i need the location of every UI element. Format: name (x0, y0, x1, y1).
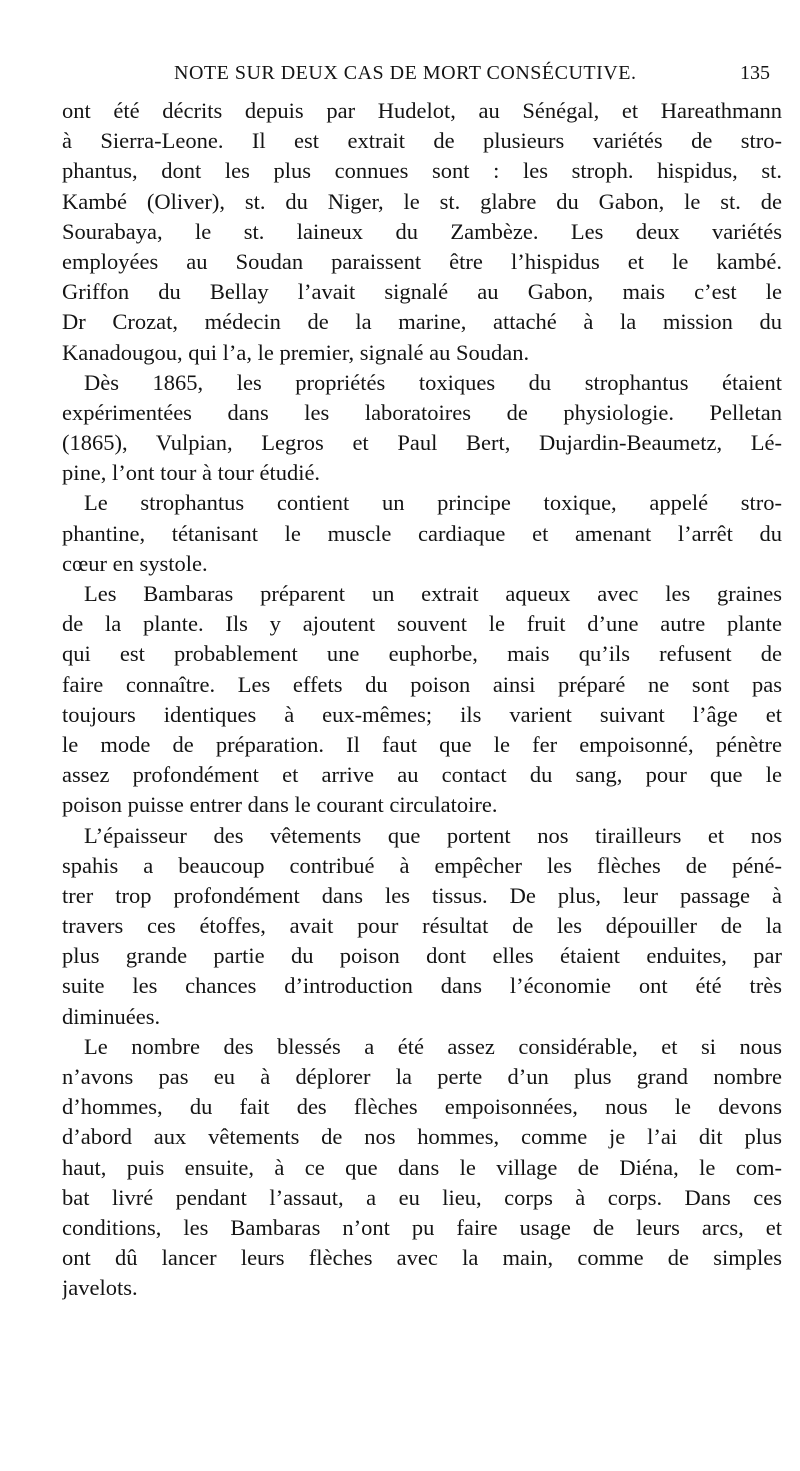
body-text (62, 96, 782, 1304)
text-line: employées au Soudan paraissent être l’hispidus et le kambé. (62, 248, 782, 274)
text-line: expérimentées dans les laboratoires de physiologie. Pelletan (62, 399, 782, 425)
page-number: 135 (740, 62, 770, 84)
text-line: bat livré pendant l’assaut, a eu lieu, corps à corps. Dans ces (62, 1184, 782, 1210)
text-line: d’abord aux vêtements de nos hommes, comme je l’ai dit plus (62, 1124, 782, 1150)
text-line: L’épaisseur des vêtements que portent nos tirailleurs et nos (84, 822, 782, 848)
text-line: cœur en systole. (62, 550, 208, 576)
text-line: Sourabaya, le st. laineux du Zambèze. Les deux variétés (62, 218, 782, 244)
text-line: diminuées. (62, 1003, 161, 1029)
text-line: ont dû lancer leurs flèches avec la main, comme de simples (62, 1245, 782, 1271)
running-title: NOTE SUR DEUX CAS DE MORT CONSÉCUTIVE. (174, 62, 637, 84)
text-line: javelots. (62, 1275, 138, 1301)
text-line: Kanadougou, qui l’a, le premier, signalé au Soudan. (62, 339, 530, 365)
text-line: travers ces étoffes, avait pour résultat de les dépouiller de la (62, 913, 782, 939)
text-line: de la plante. Ils y ajoutent souvent le fruit d’une autre plante (62, 611, 782, 637)
text-line: qui est probablement une euphorbe, mais qu’ils refusent de (62, 641, 782, 667)
text-line: suite les chances d’introduction dans l’économie ont été très (62, 973, 782, 999)
text-line: phantus, dont les plus connues sont : les stroph. hispidus, st. (62, 158, 782, 184)
text-line: Kambé (Oliver), st. du Niger, le st. glabre du Gabon, le st. de (62, 188, 782, 214)
text-line: trer trop profondément dans les tissus. De plus, leur passage à (62, 882, 782, 908)
text-line: pine, l’ont tour à tour étudié. (62, 460, 321, 486)
text-line: Griffon du Bellay l’avait signalé au Gabon, mais c’est le (62, 279, 782, 305)
text-line: (1865), Vulpian, Legros et Paul Bert, Dujardin-Beaumetz, Lé- (62, 430, 782, 456)
text-line: spahis a beaucoup contribué à empêcher les flèches de péné- (62, 852, 782, 878)
running-head (62, 62, 780, 92)
text-line: Le nombre des blessés a été assez considérable, et si nous (84, 1033, 782, 1059)
text-line: à Sierra-Leone. Il est extrait de plusieurs variétés de stro- (62, 128, 782, 154)
text-line: conditions, les Bambaras n’ont pu faire usage de leurs arcs, et (62, 1214, 782, 1240)
text-line: Le strophantus contient un principe toxique, appelé stro- (84, 490, 782, 516)
text-line: Dès 1865, les propriétés toxiques du strophantus étaient (84, 369, 782, 395)
text-line: ont été décrits depuis par Hudelot, au Sénégal, et Hareathmann (62, 98, 782, 123)
text-line: phantine, tétanisant le muscle cardiaque et amenant l’arrêt du (62, 520, 782, 546)
text-line: Dr Crozat, médecin de la marine, attaché à la mission du (62, 309, 782, 335)
text-line: poison puisse entrer dans le courant circulatoire. (62, 792, 498, 818)
text-line: n’avons pas eu à déplorer la perte d’un plus grand nombre (62, 1064, 782, 1089)
text-line: faire connaître. Les effets du poison ainsi préparé ne sont pas (62, 671, 782, 697)
text-line: d’hommes, du fait des flèches empoisonnées, nous le devons (62, 1094, 782, 1120)
text-line: assez profondément et arrive au contact du sang, pour que le (62, 762, 782, 788)
text-line: plus grande partie du poison dont elles étaient enduites, par (62, 943, 782, 969)
text-line: Les Bambaras préparent un extrait aqueux avec les graines (84, 581, 782, 606)
text-line: toujours identiques à eux-mêmes; ils varient suivant l’âge et (62, 701, 782, 727)
text-line: haut, puis ensuite, à ce que dans le village de Diéna, le com- (62, 1154, 782, 1180)
text-line: le mode de préparation. Il faut que le fer empoisonné, pénètre (62, 731, 782, 757)
